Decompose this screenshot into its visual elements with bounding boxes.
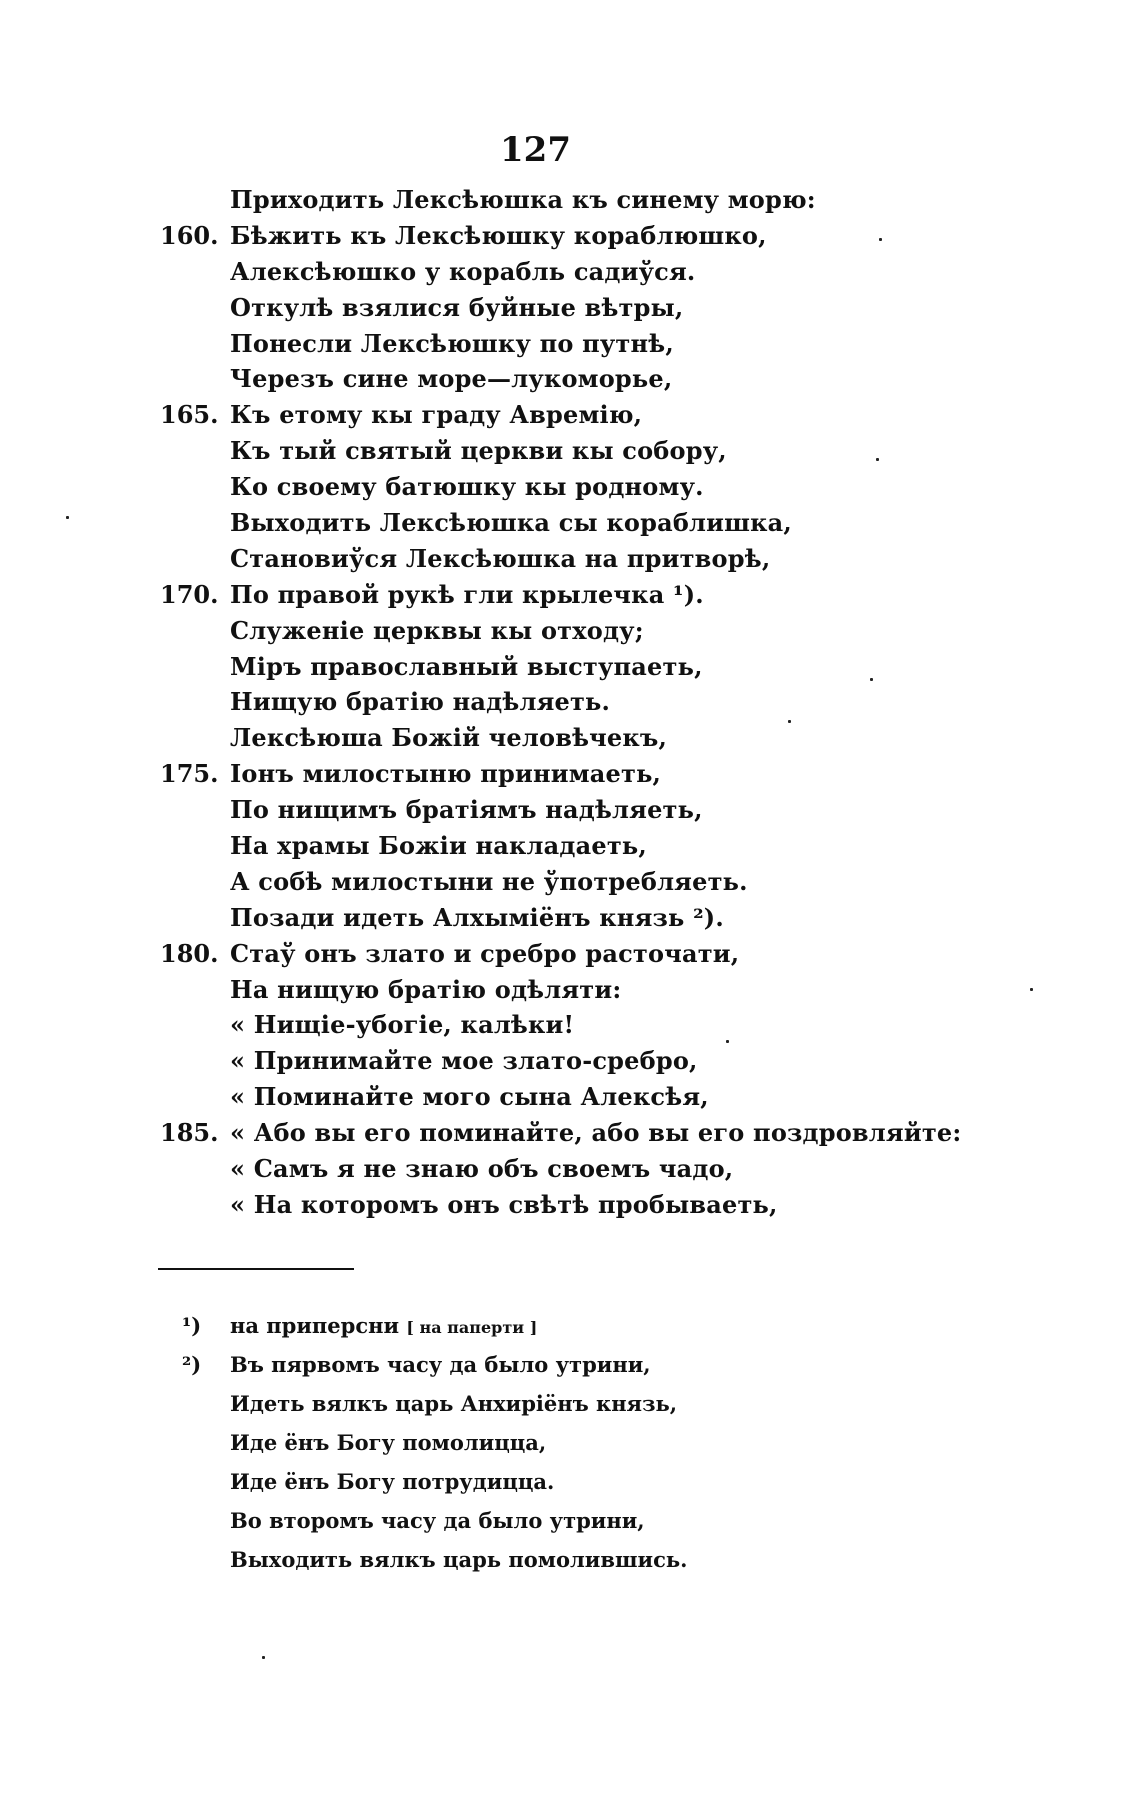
footnote-2-continued	[0, 1462, 1140, 1501]
verse-line	[0, 1115, 1140, 1151]
line-text: Алексѣюшко у корабль садиўся.	[230, 256, 696, 286]
verse-line	[0, 505, 1140, 541]
line-text: По правой рукѣ гли крылечка ¹).	[230, 579, 704, 609]
line-number: 165.	[160, 400, 219, 430]
footnote-line: Выходить вялкъ царь помолившись.	[230, 1547, 688, 1572]
line-text: Лексѣюша Божій человѣчекъ,	[230, 723, 668, 753]
verse-line	[0, 1079, 1140, 1115]
line-text: Ко своему батюшку кы родному.	[230, 472, 704, 502]
footnote-2-continued	[0, 1540, 1140, 1579]
verse-line	[0, 254, 1140, 290]
verse-line	[0, 541, 1140, 577]
line-number: 185.	[160, 1118, 219, 1148]
line-text: Бѣжить къ Лексѣюшку кораблюшко,	[230, 220, 767, 250]
verse-line	[0, 828, 1140, 864]
verse-line	[0, 577, 1140, 613]
line-text: « Принимайте мое злато-сребро,	[230, 1046, 698, 1076]
print-speck	[66, 516, 69, 519]
verse-line	[0, 684, 1140, 720]
footnote-line: Въ пярвомъ часу да было утрини,	[230, 1352, 651, 1377]
line-text: Становиўся Лексѣюшка на притворѣ,	[230, 543, 771, 573]
line-text: Нищую братію надѣляеть.	[230, 687, 611, 717]
line-number: 175.	[160, 759, 219, 789]
footnote-2	[0, 1345, 1140, 1384]
verse-line	[0, 972, 1140, 1008]
line-text: А собѣ милостыни не ўпотребляеть.	[230, 866, 748, 896]
line-text: Стаў онъ злато и сребро расточати,	[230, 938, 740, 968]
verse-line	[0, 1007, 1140, 1043]
footnote-marker: ²)	[182, 1352, 202, 1377]
line-text: Міръ православный выступаеть,	[230, 651, 703, 681]
verse-line	[0, 290, 1140, 326]
verse-line	[0, 649, 1140, 685]
verse-line	[0, 1043, 1140, 1079]
line-text: Іонъ милостыню принимаеть,	[230, 759, 662, 789]
verse-line	[0, 397, 1140, 433]
verse-line	[0, 864, 1140, 900]
line-text: « Поминайте мого сына Алексѣя,	[230, 1082, 709, 1112]
verse-line	[0, 182, 1140, 218]
line-text: По нищимъ братіямъ надѣляеть,	[230, 795, 703, 825]
line-number: 180.	[160, 938, 219, 968]
verse-block	[0, 182, 1140, 1223]
footnote-line: Иде ёнъ Богу помолицца,	[230, 1430, 547, 1455]
line-text: Черезъ сине море—лукоморье,	[230, 364, 673, 394]
print-speck	[876, 458, 879, 461]
verse-line	[0, 936, 1140, 972]
verse-line	[0, 756, 1140, 792]
footnote-marker: ¹)	[182, 1313, 202, 1338]
page-number: 127	[500, 130, 571, 170]
line-text: Позади идеть Алхыміёнъ князь ²).	[230, 902, 724, 932]
verse-line	[0, 613, 1140, 649]
footnote-2-continued	[0, 1423, 1140, 1462]
print-speck	[879, 238, 882, 241]
verse-line	[0, 433, 1140, 469]
print-speck	[788, 720, 791, 723]
line-text: « Самъ я не знаю объ своемъ чадо,	[230, 1154, 734, 1184]
footnote-1	[0, 1306, 1140, 1345]
footnote-divider	[158, 1268, 354, 1270]
line-text: Къ тый святый церкви кы собору,	[230, 436, 727, 466]
line-text: На нищую братію одѣляти:	[230, 974, 622, 1004]
line-number: 170.	[160, 579, 219, 609]
verse-line	[0, 720, 1140, 756]
line-text: « Або вы его поминайте, або вы его поздровляйте:	[230, 1118, 962, 1148]
line-text: Служеніе церквы кы отходу;	[230, 615, 644, 645]
verse-line	[0, 1187, 1140, 1223]
verse-line	[0, 900, 1140, 936]
line-text: Понесли Лексѣюшку по путнѣ,	[230, 328, 674, 358]
footnote-line: Идеть вялкъ царь Анхиріёнъ князь,	[230, 1391, 678, 1416]
line-text: « На которомъ онъ свѣтѣ пробываеть,	[230, 1189, 778, 1219]
verse-line	[0, 326, 1140, 362]
footnote-2-continued	[0, 1384, 1140, 1423]
footnote-text: на приперсни	[230, 1313, 400, 1338]
footnote-2-continued	[0, 1501, 1140, 1540]
footnote-line: Иде ёнъ Богу потрудицца.	[230, 1469, 555, 1494]
print-speck	[870, 678, 873, 681]
line-text: « Нищіе-убогіе, калѣки!	[230, 1010, 575, 1040]
line-number: 160.	[160, 220, 219, 250]
footnote-bracket: [ на паперти ]	[406, 1318, 538, 1337]
line-text: Откулѣ взялися буйные вѣтры,	[230, 292, 684, 322]
line-text: Приходить Лексѣюшка къ синему морю:	[230, 185, 816, 214]
print-speck	[1030, 988, 1033, 991]
footnote-line: Во второмъ часу да было утрини,	[230, 1508, 645, 1533]
verse-line	[0, 361, 1140, 397]
line-text: Къ етому кы граду Авремію,	[230, 400, 643, 430]
verse-line	[0, 1151, 1140, 1187]
verse-line	[0, 218, 1140, 254]
line-text: Выходить Лексѣюшка сы кораблишка,	[230, 508, 792, 538]
footnote-1-body	[230, 1306, 537, 1347]
print-speck	[726, 1040, 729, 1043]
verse-line	[0, 792, 1140, 828]
print-speck	[262, 1656, 265, 1659]
footnotes	[0, 1306, 1140, 1579]
line-text: На храмы Божіи накладаеть,	[230, 831, 647, 861]
verse-line	[0, 469, 1140, 505]
